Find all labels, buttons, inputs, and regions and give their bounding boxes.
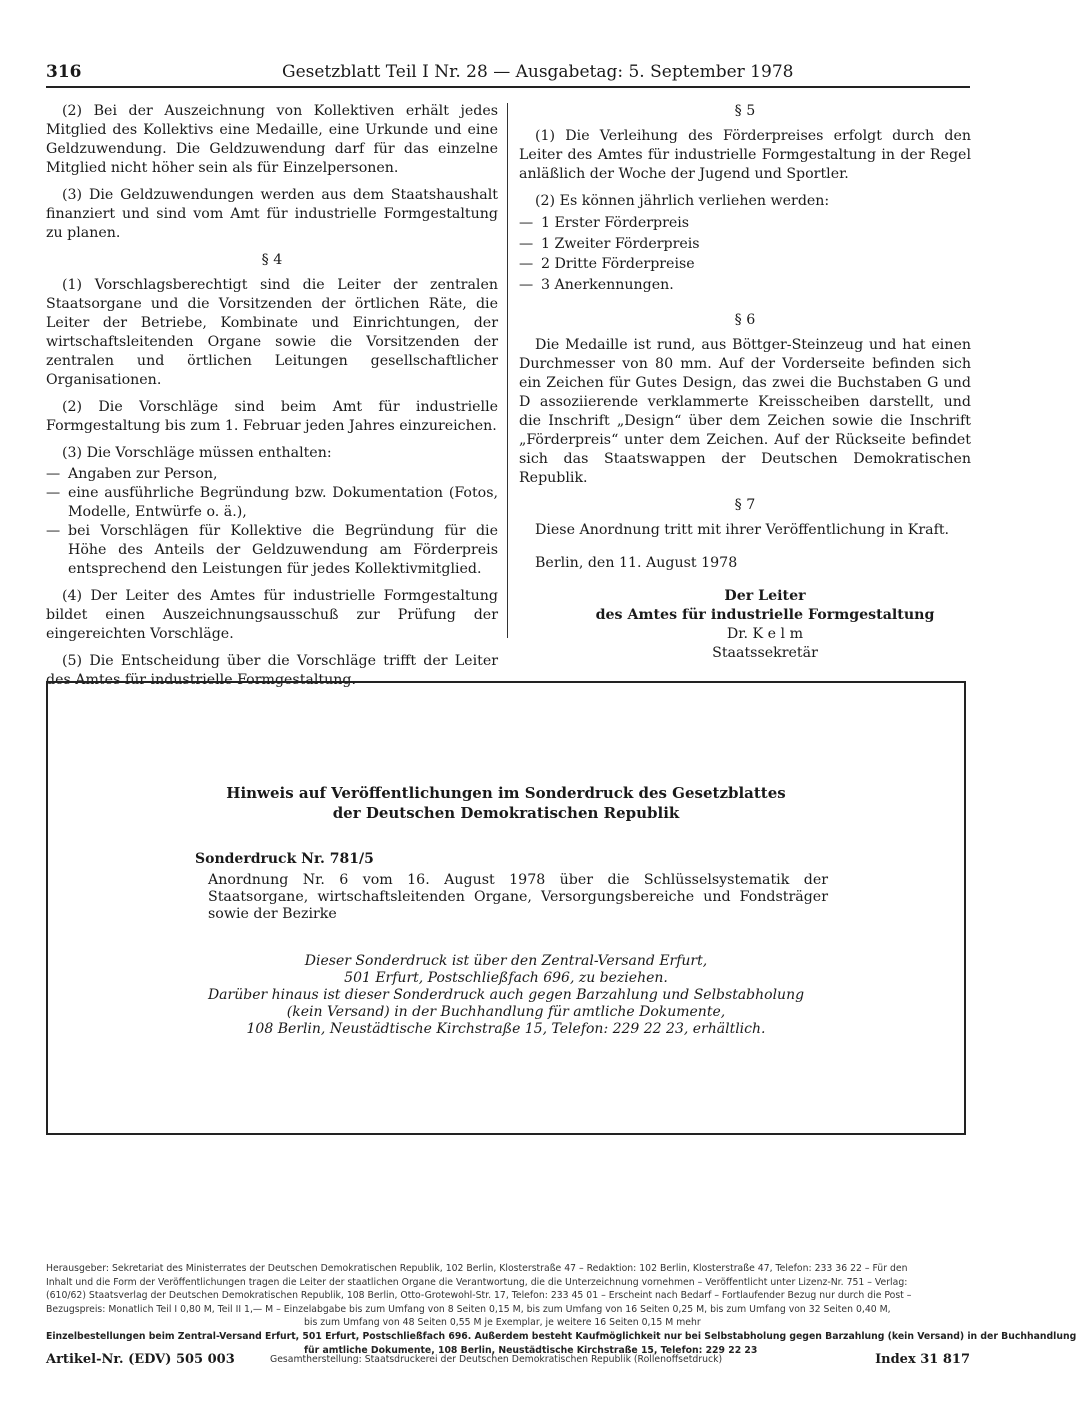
notice-title-line: Hinweis auf Veröffentlichungen im Sonderdruck des Gesetzblattes [226, 784, 786, 802]
imprint-line: Einzelbestellungen beim Zentral-Versand Erfurt, 501 Erfurt, Postschließfach 696. Außerdem besteht Kaufmöglichkeit nur bei Selbstabholung gegen Barzahlung (kein Versand) in der Buchhandlung [46, 1330, 1076, 1342]
distribution-line: 108 Berlin, Neustädtische Kirchstraße 15, Telefon: 229 22 23, erhältlich. [246, 1021, 766, 1037]
list-item: — Angaben zur Person, [46, 465, 498, 484]
section-7-text: Diese Anordnung tritt mit ihrer Veröffentlichung in Kraft. [535, 522, 950, 538]
list-item: — 1 Erster Förderpreis [519, 213, 971, 234]
distribution-line: (kein Versand) in der Buchhandlung für amtliche Dokumente, [286, 1004, 726, 1020]
prize-list [519, 213, 971, 295]
index-number: Index 31 817 [875, 1352, 970, 1367]
signature-block [559, 587, 971, 663]
section-4-heading: § 4 [261, 252, 283, 268]
distribution-line: 501 Erfurt, Postschließfach 696, zu beziehen. [344, 970, 668, 986]
list-item: — eine ausführliche Begründung bzw. Dokumentation (Fotos, Modelle, Entwürfe o. ä.), [46, 484, 498, 522]
publisher-imprint [46, 1262, 1076, 1357]
page-footer [46, 1352, 970, 1370]
list-item: — bei Vorschlägen für Kollektive die Begründung für die Höhe des Anteils der Geldzuwendung am Förderpreis entsprechend den Leistungen für jedes Kollektivmitglied. [46, 522, 498, 579]
list-item: — 1 Zweiter Förderpreis [519, 234, 971, 255]
list-item: — 2 Dritte Förderpreise [519, 254, 971, 275]
header-title: Gesetzblatt Teil I Nr. 28 — Ausgabetag: 5. September 1978 [282, 62, 794, 82]
special-print-description: Anordnung Nr. 6 vom 16. August 1978 über die Schlüsselsystematik der Staatsorgane, wirtschaftsleitenden Organe, Versorgungsbereiche und Fondsträger sowie der Bezirke [208, 872, 828, 922]
signatory-office: des Amtes für industrielle Formgestaltung [595, 607, 935, 623]
section-5-heading: § 5 [734, 103, 756, 119]
header-rule [46, 86, 970, 88]
page-number: 316 [46, 62, 82, 82]
notice-title-line: der Deutschen Demokratischen Republik [332, 804, 680, 822]
imprint-line: Herausgeber: Sekretariat des Ministerrates der Deutschen Demokratischen Republik, 102 Berlin, Klosterstraße 47 – Redaktion: 102 Berlin, Klosterstraße 47, Telefon: 233 36 22 – Für den [46, 1263, 908, 1274]
special-print-number: Sonderdruck Nr. 781/5 [195, 851, 374, 867]
notice-title [48, 783, 964, 823]
section-4-paragraph-4: (4) Der Leiter des Amtes für industrielle Formgestaltung bildet einen Auszeichnungsausschuß zur Prüfung der eingereichten Vorschläge. [46, 588, 498, 642]
imprint-line: (610/62) Staatsverlag der Deutschen Demokratischen Republik, 108 Berlin, Otto-Grotewohl-Str. 17, Telefon: 233 45 01 – Erscheint nach Bedarf – Fortlaufender Bezug nur durch die Post – [46, 1290, 912, 1302]
imprint-line: Inhalt und die Form der Veröffentlichungen tragen die Leiter der staatlichen Organe die Verantwortung, die die Unterzeichnung vornehmen – Veröffentlicht unter Lizenz-Nr. 751 – Verlag: [46, 1276, 908, 1288]
article-number: Artikel-Nr. (EDV) 505 003 [46, 1352, 235, 1367]
distribution-line: Darüber hinaus ist dieser Sonderdruck auch gegen Barzahlung und Selbstabholung [207, 987, 805, 1003]
section-6-heading: § 6 [734, 312, 756, 328]
section-4-paragraph-1: (1) Vorschlagsberechtigt sind die Leiter der zentralen Staatsorgane und die Vorsitzenden der örtlichen Räte, die Leiter der Betriebe, Kombinate und Einrichtungen, der wirtschaftsleitenden Organe sowie die Vorsitzenden der zentralen und örtlichen Leitungen gesellschaftlicher Organisationen. [46, 277, 498, 388]
page-header [46, 60, 970, 90]
section-6-text: Die Medaille ist rund, aus Böttger-Steinzeug und hat einen Durchmesser von 80 mm. Auf der Vorderseite befinden sich ein Zeichen für Gutes Design, das zwei die Buchstaben G und D assoziierende verklammerte Kreisscheiben darstellt, und die Inschrift „Design“ über dem Zeichen sowie die Inschrift „Förderpreis“ unter dem Zeichen. Auf der Rückseite befindet sich das Staatswappen der Deutschen Demokratischen Republik. [519, 337, 971, 486]
section-7-heading: § 7 [734, 497, 756, 513]
section-5-paragraph-1: (1) Die Verleihung des Förderpreises erfolgt durch den Leiter des Amtes für industrielle Formgestaltung in der Regel anläßlich der Woche der Jugend und Sportler. [519, 128, 971, 182]
distribution-info [48, 953, 964, 1038]
left-column [46, 102, 498, 698]
signatory-role: Staatssekretär [712, 645, 818, 661]
section-4-paragraph-2: (2) Die Vorschläge sind beim Amt für industrielle Formgestaltung bis zum 1. Februar jeden Jahres einzureichen. [46, 399, 498, 434]
section-4-paragraph-3-intro: (3) Die Vorschläge müssen enthalten: [62, 445, 332, 461]
place-and-date: Berlin, den 11. August 1978 [535, 555, 738, 571]
section-4-requirements-list [46, 465, 498, 579]
right-column [519, 102, 971, 663]
signatory-title: Der Leiter [724, 588, 806, 604]
section-5-paragraph-2-intro: (2) Es können jährlich verliehen werden: [535, 193, 830, 209]
imprint-line: für amtliche Dokumente, 108 Berlin, Neustädtische Kirchstraße 15, Telefon: 229 22 23 [304, 1344, 758, 1356]
list-item: — 3 Anerkennungen. [519, 275, 971, 296]
printer-info: Gesamtherstellung: Staatsdruckerei der Deutschen Demokratischen Republik (Rollenoffsetdruck) [270, 1354, 723, 1365]
distribution-line: Dieser Sonderdruck ist über den Zentral-Versand Erfurt, [304, 953, 708, 969]
section-3-paragraph-2: (2) Bei der Auszeichnung von Kollektiven erhält jedes Mitglied des Kollektivs eine Medaille, eine Urkunde und eine Geldzuwendung. Die Geldzuwendung darf für das einzelne Mitglied nicht höher sein als für Einzelpersonen. [46, 103, 498, 176]
special-print-notice-box [46, 681, 966, 1135]
signatory-name: Dr. K e l m [726, 626, 804, 642]
section-3-paragraph-3: (3) Die Geldzuwendungen werden aus dem Staatshaushalt finanziert und sind vom Amt für industrielle Formgestaltung zu planen. [46, 187, 498, 241]
imprint-line: bis zum Umfang von 48 Seiten 0,55 M je Exemplar, je weitere 16 Seiten 0,15 M mehr [304, 1317, 701, 1329]
column-divider [507, 103, 508, 638]
section-4-paragraph-5: (5) Die Entscheidung über die Vorschläge trifft der Leiter des Amtes für industrielle Formgestaltung. [46, 653, 498, 688]
imprint-line: Bezugspreis: Monatlich Teil I 0,80 M, Teil II 1,— M – Einzelabgabe bis zum Umfang von 8 Seiten 0,15 M, bis zum Umfang von 16 Seiten 0,25 M, bis zum Umfang von 32 Seiten 0,40 M, [46, 1303, 891, 1315]
